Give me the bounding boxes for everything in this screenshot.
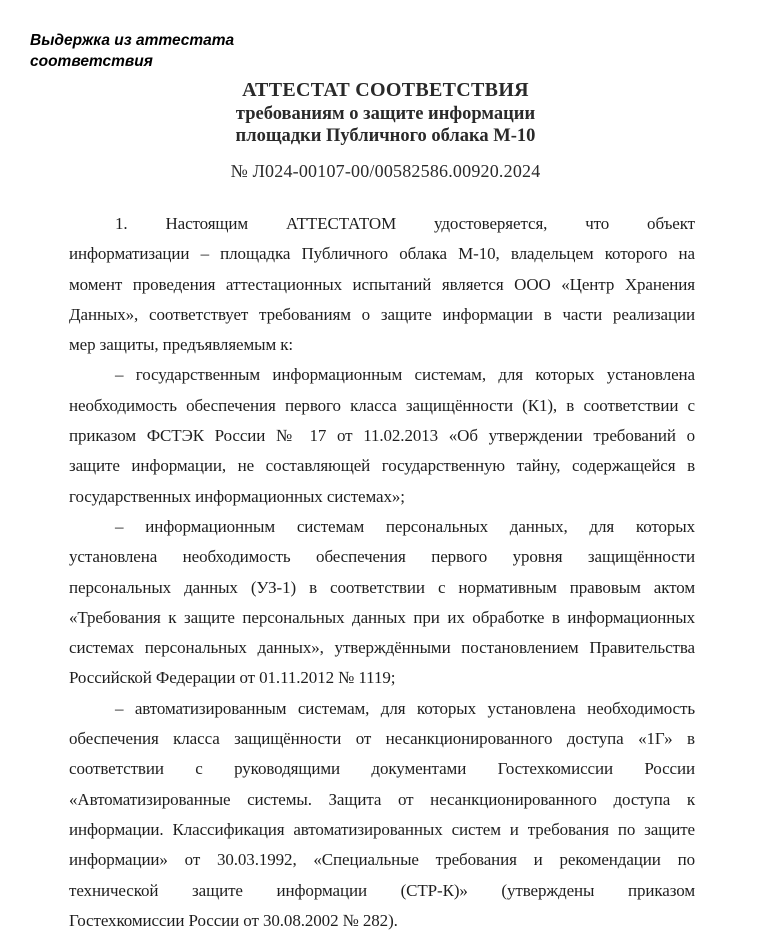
paragraph-4 <box>69 694 695 936</box>
text-line: необходимость обеспечения первого класса защищённости (К1), в соответствии с <box>69 395 695 415</box>
text-line: государственных информационных системах»; <box>69 486 405 506</box>
text-line: 1. Настоящим АТТЕСТАТОМ удостоверяется, что объект <box>115 214 695 233</box>
paragraph-2 <box>69 360 695 511</box>
text-line: информатизации – площадка Публичного облака М-10, владельцем которого на <box>69 244 695 264</box>
text-line: защите информации, не составляющей государственную тайну, содержащейся в <box>69 456 695 476</box>
text-line: информации. Классификация автоматизированных систем и требования по защите <box>69 819 695 839</box>
text-line: Гостехкомиссии России от 30.08.2002 № 282). <box>69 910 398 930</box>
text-line: соответствии с руководящими документами Гостехкомиссии России <box>69 759 695 779</box>
text-line: системах персональных данных», утверждёнными постановлением Правительства <box>69 638 695 658</box>
caption-line-1: Выдержка из аттестата <box>30 32 235 49</box>
text-line: Данных», соответствует требованиям о защите информации в части реализации <box>69 304 695 324</box>
caption-line-2: соответствия <box>30 53 153 70</box>
document-subtitle-2: площадки Публичного облака М-10 <box>235 126 536 146</box>
text-line: – информационным системам персональных данных, для которых <box>115 516 695 536</box>
text-line: обеспечения класса защищённости от несанкционированного доступа «1Г» в <box>69 729 695 749</box>
document-title: АТТЕСТАТ СООТВЕТСТВИЯ <box>242 79 529 101</box>
document-title-block <box>0 78 771 147</box>
text-line: приказом ФСТЭК России № 17 от 11.02.2013 «Об утверждении требований о <box>69 426 695 446</box>
text-line: «Автоматизированные системы. Защита от несанкционированного доступа к <box>69 789 695 809</box>
text-line: момент проведения аттестационных испытаний является ООО «Центр Хранения <box>69 274 695 294</box>
text-line: мер защиты, предъявляемым к: <box>69 335 294 355</box>
document-subtitle-1: требованиям о защите информации <box>235 104 536 124</box>
excerpt-caption <box>30 30 234 72</box>
text-line: «Требования к защите персональных данных при их обработке в информационных <box>69 607 695 627</box>
text-line: – автоматизированным системам, для которых установлена необходимость <box>115 698 695 718</box>
text-line: информации» от 30.03.1992, «Специальные требования и рекомендации по <box>69 850 695 870</box>
text-line: установлена необходимость обеспечения первого уровня защищённости <box>69 547 695 567</box>
certificate-number: № Л024-00107-00/00582586.00920.2024 <box>230 161 541 181</box>
text-line: – государственным информационным системам, для которых установлена <box>115 365 695 385</box>
text-line: Российской Федерации от 01.11.2012 № 1119; <box>69 668 396 688</box>
document-body <box>69 209 695 936</box>
paragraph-1 <box>69 209 695 360</box>
text-line: персональных данных (УЗ-1) в соответствии с нормативным правовым актом <box>69 577 695 597</box>
paragraph-3 <box>69 512 695 694</box>
text-line: технической защите информации (СТР-К)» (утверждены приказом <box>69 880 695 900</box>
